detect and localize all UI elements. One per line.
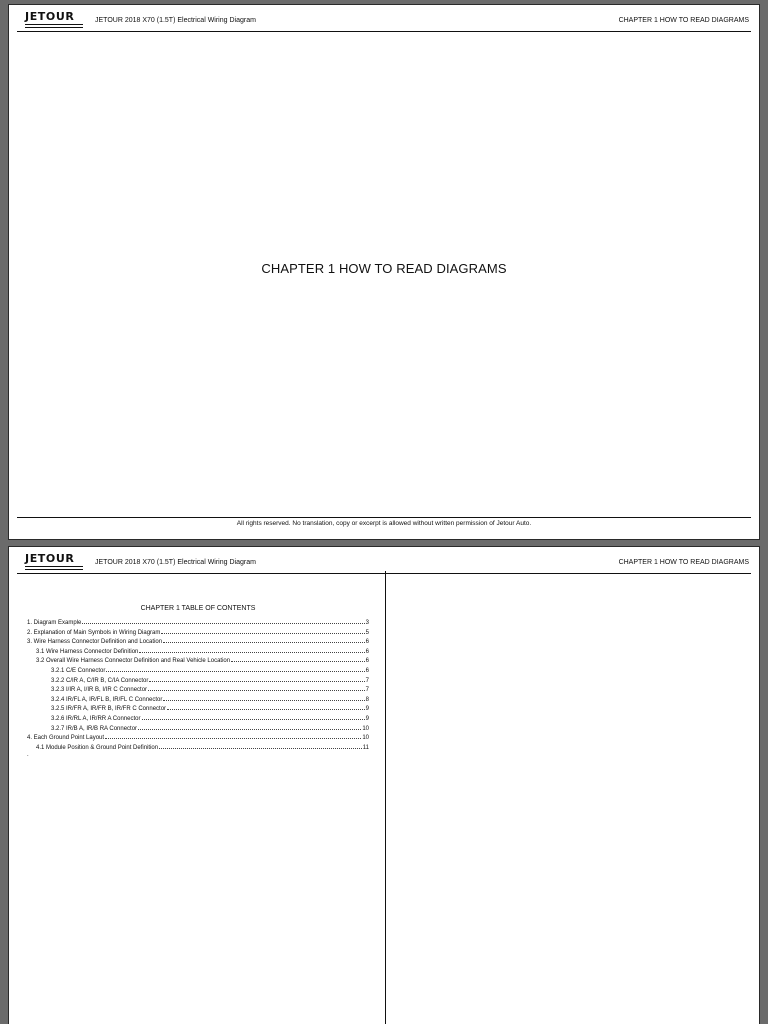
toc-page-number: 9 [365, 706, 369, 713]
toc-entry[interactable] [27, 618, 369, 628]
manual-page-table-of-contents [8, 546, 760, 1024]
toc-dot-leader [163, 695, 364, 701]
toc-entry[interactable] [27, 733, 369, 743]
toc-page-number: 6 [365, 648, 369, 655]
toc-page-number: 6 [365, 639, 369, 646]
jetour-logo [25, 11, 83, 27]
toc-entry-title: 1. Diagram Example [27, 620, 82, 626]
toc-entry-title: 3.2.4 IR/FL A, IR/FL B, IR/FL C Connector [51, 696, 163, 703]
toc-page-number: 7 [365, 687, 369, 694]
toc-dot-leader [105, 733, 361, 739]
logo-wordmark: JETOUR [25, 10, 75, 23]
toc-entry[interactable] [27, 637, 369, 647]
toc-entry[interactable] [27, 628, 369, 638]
toc-list [27, 618, 369, 752]
toc-dot-leader [163, 637, 365, 643]
column-divider [385, 571, 386, 1024]
toc-entry[interactable] [27, 676, 369, 686]
logo-wordmark: JETOUR [25, 552, 75, 565]
toc-page-number: 9 [365, 715, 369, 722]
logo-underline [25, 24, 83, 28]
toc-dot-leader [139, 647, 364, 653]
toc-page-number: 3 [365, 620, 369, 626]
toc-entry[interactable] [27, 724, 369, 734]
toc-entry[interactable] [27, 656, 369, 666]
toc-entry[interactable] [27, 743, 369, 753]
toc-entry-title: 3.2.7 IR/B A, IR/B RA Connector [51, 725, 138, 732]
toc-entry-title: 2. Explanation of Main Symbols in Wiring Diagram [27, 629, 161, 636]
toc-page-number: 11 [362, 744, 369, 751]
toc-entry-title: 3.2.2 C/IR A, C/IR B, C/IA Connector [51, 677, 149, 684]
header-document-title: JETOUR 2018 X70 (1.5T) Electrical Wiring Diagram [95, 559, 256, 566]
footer-rule [17, 517, 751, 518]
toc-dot-leader [148, 685, 365, 691]
toc-entry[interactable] [27, 685, 369, 695]
toc-trailing-mark: . [27, 752, 29, 759]
toc-page-number: 6 [365, 658, 369, 665]
toc-entry-title: 3.2 Overall Wire Harness Connector Definition and Real Vehicle Location [36, 658, 231, 665]
toc-entry-title: 3.1 Wire Harness Connector Definition [36, 648, 139, 655]
page-header [17, 553, 751, 574]
toc-dot-leader [82, 618, 364, 624]
toc-entry[interactable] [27, 695, 369, 705]
header-chapter-label: CHAPTER 1 HOW TO READ DIAGRAMS [618, 17, 749, 24]
toc-entry[interactable] [27, 704, 369, 714]
toc-entry[interactable] [27, 647, 369, 657]
page-header [17, 11, 751, 32]
toc-page-number: 7 [365, 677, 369, 684]
toc-entry-title: 3.2.6 IR/RL A, IR/RR A Connector [51, 715, 141, 722]
toc-heading: CHAPTER 1 TABLE OF CONTENTS [140, 605, 256, 612]
logo-underline [25, 566, 83, 570]
toc-entry-title: 3.2.5 IR/FR A, IR/FR B, IR/FR C Connector [51, 706, 167, 713]
manual-page-chapter-cover [8, 4, 760, 540]
toc-entry[interactable] [27, 714, 369, 724]
toc-page-number: 5 [365, 629, 369, 636]
toc-dot-leader [159, 743, 362, 749]
toc-entry-title: 3. Wire Harness Connector Definition and Location [27, 639, 163, 646]
toc-page-number: 10 [362, 725, 369, 732]
toc-entry[interactable] [27, 666, 369, 676]
copyright-footer: All rights reserved. No translation, copy or excerpt is allowed without written permission of Jetour Auto. [236, 520, 532, 527]
toc-entry-title: 3.2.1 C/E Connector [51, 667, 106, 674]
toc-dot-leader [142, 714, 365, 720]
chapter-title: CHAPTER 1 HOW TO READ DIAGRAMS [261, 261, 507, 276]
toc-dot-leader [231, 656, 365, 662]
toc-dot-leader [167, 704, 365, 710]
header-chapter-label: CHAPTER 1 HOW TO READ DIAGRAMS [618, 559, 749, 566]
toc-page-number: 10 [362, 735, 369, 742]
toc-dot-leader [149, 676, 364, 682]
toc-entry-title: 4. Each Ground Point Layout [27, 735, 105, 742]
toc-entry-title: 3.2.3 I/IR A, I/IR B, I/IR C Connector [51, 687, 148, 694]
jetour-logo [25, 553, 83, 569]
toc-dot-leader [138, 724, 361, 730]
toc-dot-leader [106, 666, 364, 672]
toc-page-number: 8 [365, 696, 369, 703]
toc-page-number: 6 [365, 667, 369, 674]
toc-entry-title: 4.1 Module Position & Ground Point Definition [36, 744, 159, 751]
header-document-title: JETOUR 2018 X70 (1.5T) Electrical Wiring Diagram [95, 17, 256, 24]
table-of-contents [27, 605, 369, 759]
toc-dot-leader [161, 628, 364, 634]
